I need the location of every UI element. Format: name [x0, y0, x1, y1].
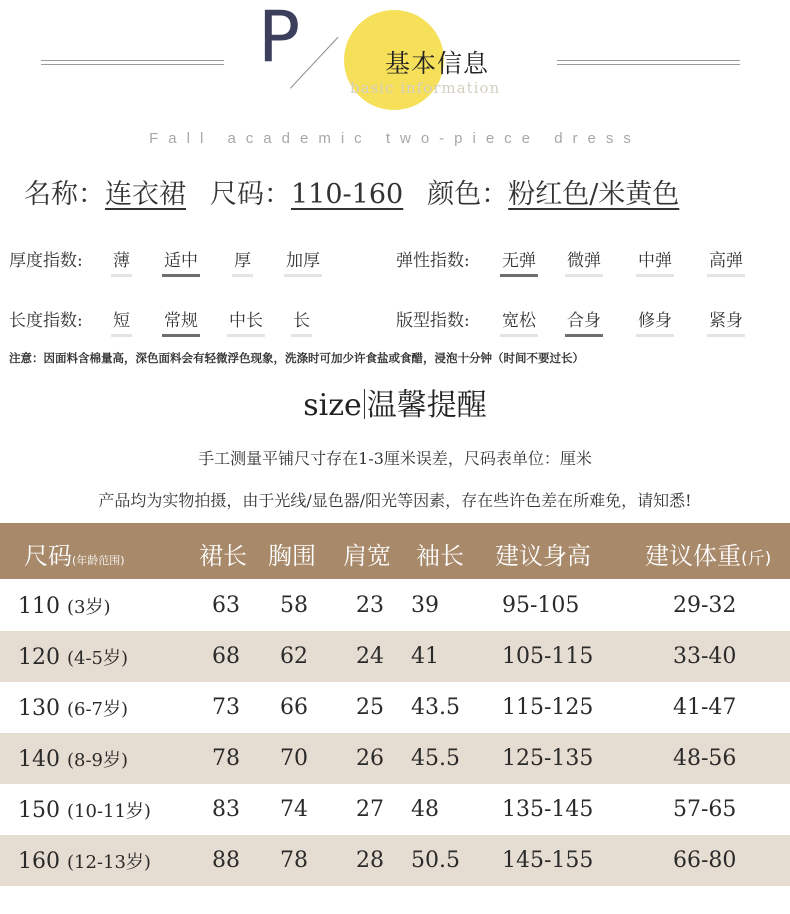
cell-shoulder: 27	[356, 797, 384, 822]
fit-option-selected	[567, 306, 601, 331]
cell-age-range: (10-11岁)	[66, 801, 151, 822]
cell-skirt: 88	[212, 848, 240, 873]
thickness-option-label: 薄	[113, 251, 130, 271]
section-title-cn: 基本信息	[385, 49, 490, 78]
length-index-label: 长度指数:	[9, 311, 83, 331]
care-note: 注意：因面料含棉量高，深色面料会有轻微浮色现象，洗涤时可加少许食盐或食醋，浸泡十分钟（时间不要过长）	[9, 351, 584, 365]
cell-weight: 48-56	[673, 746, 737, 771]
cell-height: 95-105	[502, 593, 580, 618]
length-option-label: 中长	[229, 311, 263, 331]
cell-bust: 78	[280, 848, 308, 873]
thickness-option-label: 加厚	[286, 251, 320, 271]
fit-option-label: 宽松	[502, 311, 536, 331]
fit-option-label: 合身	[567, 311, 601, 331]
header-shoulder: 肩宽	[343, 542, 391, 570]
cell-skirt: 78	[212, 746, 240, 771]
length-option-underline	[291, 334, 312, 337]
elasticity-option	[638, 246, 672, 271]
header-bust: 胸围	[268, 542, 316, 570]
cell-skirt: 73	[212, 695, 240, 720]
header-size	[24, 536, 125, 571]
header-weight	[645, 536, 771, 571]
cell-sleeve: 43.5	[411, 695, 460, 720]
cell-height: 135-145	[502, 797, 594, 822]
fit-option-underline	[500, 334, 538, 337]
table-row	[0, 784, 790, 835]
cell-weight: 33-40	[673, 644, 737, 669]
thickness-index-label: 厚度指数:	[9, 251, 83, 271]
fit-option-underline	[707, 334, 745, 337]
header-size-label: 尺码	[24, 542, 72, 570]
length-option-underline	[162, 334, 200, 337]
fit-option-label: 修身	[638, 311, 672, 331]
cell-sleeve: 50.5	[411, 848, 460, 873]
thickness-option-underline	[162, 274, 200, 277]
elasticity-option-underline	[565, 274, 603, 277]
header-height: 建议身高	[495, 542, 591, 570]
cell-skirt: 83	[212, 797, 240, 822]
cell-skirt: 63	[212, 593, 240, 618]
section-title-en: basic information	[350, 79, 501, 97]
cell-size-value: 160	[18, 849, 67, 874]
size-value: 110-160	[291, 179, 404, 210]
cell-height: 115-125	[502, 695, 594, 720]
measurement-note: 手工测量平铺尺寸存在1-3厘米误差，尺码表单位：厘米	[198, 449, 592, 468]
cell-age-range: (4-5岁)	[66, 648, 129, 669]
thickness-option-label: 厚	[234, 251, 251, 271]
size-table-header	[0, 523, 790, 579]
product-info-row	[24, 172, 679, 211]
table-row	[0, 733, 790, 784]
elasticity-index-label: 弹性指数:	[396, 251, 470, 271]
fit-option	[709, 306, 743, 331]
elasticity-option-label: 无弹	[502, 251, 536, 271]
cell-size	[18, 695, 128, 721]
color-value: 粉红色/米黄色	[508, 179, 680, 210]
thickness-option-selected	[164, 246, 198, 271]
color-label: 颜色：	[427, 179, 509, 210]
cell-weight: 66-80	[673, 848, 737, 873]
cell-size-value: 120	[18, 645, 67, 670]
cell-weight: 41-47	[673, 695, 737, 720]
header-right-rule	[557, 60, 740, 65]
elasticity-option-selected	[502, 246, 536, 271]
cell-height: 105-115	[502, 644, 594, 669]
cell-bust: 62	[280, 644, 308, 669]
fit-option-underline	[636, 334, 674, 337]
thickness-option	[113, 246, 130, 271]
header-weight-label: 建议体重	[645, 542, 741, 570]
size-label: 尺码：	[210, 179, 291, 210]
elasticity-option-label: 微弹	[567, 251, 601, 271]
elasticity-option	[709, 246, 743, 271]
table-row	[0, 835, 790, 886]
size-reminder-title	[0, 380, 790, 424]
cell-sleeve: 41	[411, 644, 439, 669]
cell-weight: 29-32	[673, 593, 737, 618]
cell-size	[18, 848, 151, 874]
cell-bust: 58	[280, 593, 308, 618]
length-option-underline	[227, 334, 265, 337]
cell-age-range: (6-7岁)	[66, 699, 129, 720]
cell-size-value: 150	[18, 798, 67, 823]
elasticity-option-label: 中弹	[638, 251, 672, 271]
color-difference-note: 产品均为实物拍摄，由于光线/显色器/阳光等因素，存在些许色差在所难免，请知悉!	[98, 491, 692, 510]
fit-option-underline	[565, 334, 603, 337]
cell-bust: 66	[280, 695, 308, 720]
cell-size	[18, 644, 128, 670]
tagline: Fall academic two-piece dress	[149, 130, 641, 147]
cell-sleeve: 39	[411, 593, 439, 618]
thickness-option	[234, 246, 251, 271]
thickness-option-underline	[284, 274, 322, 277]
cell-age-range: (12-13岁)	[66, 852, 151, 873]
elasticity-option-label: 高弹	[709, 251, 743, 271]
cell-sleeve: 45.5	[411, 746, 460, 771]
size-title-cn: 温馨提醒	[366, 388, 487, 423]
cell-size-value: 110	[18, 594, 67, 619]
fit-index-label: 版型指数:	[396, 311, 470, 331]
cell-bust: 74	[280, 797, 308, 822]
cell-age-range: (3岁)	[66, 597, 111, 618]
length-option-underline	[111, 334, 132, 337]
header-skirt-length: 裙长	[199, 542, 247, 570]
cell-height: 125-135	[502, 746, 594, 771]
size-title-en: size	[303, 388, 362, 423]
fit-option	[638, 306, 672, 331]
cell-shoulder: 24	[356, 644, 384, 669]
header-weight-unit: (斤)	[741, 549, 772, 569]
header-left-rule	[41, 60, 224, 65]
header-letter: P	[258, 0, 301, 78]
elasticity-option	[567, 246, 601, 271]
cell-skirt: 68	[212, 644, 240, 669]
title-divider	[364, 389, 365, 419]
fit-option	[502, 306, 536, 331]
length-option	[293, 306, 310, 331]
cell-size	[18, 593, 110, 619]
name-label: 名称：	[24, 179, 105, 210]
cell-shoulder: 26	[356, 746, 384, 771]
length-option	[229, 306, 263, 331]
cell-weight: 57-65	[673, 797, 737, 822]
cell-sleeve: 48	[411, 797, 439, 822]
cell-height: 145-155	[502, 848, 594, 873]
length-option-label: 短	[113, 311, 130, 331]
header-size-note: (年龄范围)	[72, 554, 125, 567]
thickness-option-underline	[232, 274, 253, 277]
thickness-option-underline	[111, 274, 132, 277]
name-value: 连衣裙	[105, 179, 186, 210]
table-row	[0, 682, 790, 733]
elasticity-option-underline	[707, 274, 745, 277]
length-option-selected	[164, 306, 198, 331]
length-option	[113, 306, 130, 331]
cell-shoulder: 25	[356, 695, 384, 720]
thickness-option	[286, 246, 320, 271]
cell-size	[18, 797, 151, 823]
thickness-option-label: 适中	[164, 251, 198, 271]
cell-size-value: 130	[18, 696, 67, 721]
elasticity-option-underline	[636, 274, 674, 277]
cell-age-range: (8-9岁)	[66, 750, 129, 771]
table-row	[0, 580, 790, 631]
cell-shoulder: 28	[356, 848, 384, 873]
cell-shoulder: 23	[356, 593, 384, 618]
fit-option-label: 紧身	[709, 311, 743, 331]
cell-size-value: 140	[18, 747, 67, 772]
table-row	[0, 631, 790, 682]
cell-size	[18, 746, 128, 772]
header-sleeve: 袖长	[416, 542, 464, 570]
cell-bust: 70	[280, 746, 308, 771]
length-option-label: 长	[293, 311, 310, 331]
elasticity-option-underline	[500, 274, 538, 277]
length-option-label: 常规	[164, 311, 198, 331]
